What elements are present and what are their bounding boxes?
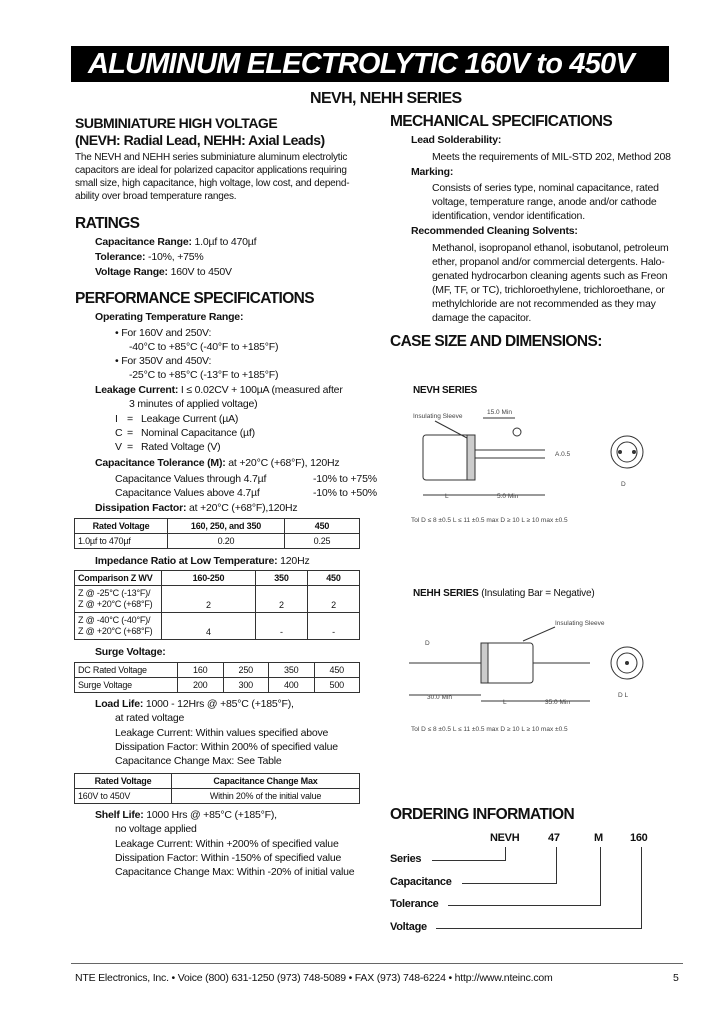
table-row: DC Rated Voltage 160 250 350 450 (75, 663, 360, 678)
solderability-label: Lead Solderability: (411, 134, 502, 146)
marking-label: Marking: (411, 166, 454, 178)
table-row: Rated Voltage 160, 250, and 350 450 (75, 519, 360, 534)
op-temp-line-2: -40°C to +85°C (-40°F to +185°F) (129, 341, 279, 353)
nevh-length-label: L (445, 493, 449, 500)
table-row: 160V to 450V Within 20% of the initial value (75, 789, 360, 804)
marking-line-3: identification, vendor identification. (432, 210, 585, 222)
performance-heading: PERFORMANCE SPECIFICATIONS (75, 290, 315, 307)
nehh-diameter-left-label: D (425, 640, 430, 647)
shelf-life-line-2: Dissipation Factor: Within -150% of specified value (115, 852, 342, 864)
rating-capacitance: Capacitance Range: 1.0µf to 470µf (95, 236, 257, 248)
impedance-table (74, 570, 360, 640)
cleaning-line-3: genated hydrocarbon cleaning agents such as Freon (432, 270, 668, 282)
shelf-life-cont: no voltage applied (115, 823, 197, 835)
subminiature-line-1: The NEVH and NEHH series subminiature aluminum electrolytic (75, 152, 348, 163)
capacitance-change-table (74, 773, 360, 804)
order-code-tolerance: M (594, 832, 603, 844)
order-code-series: NEVH (490, 832, 520, 844)
cap-tolerance: Capacitance Tolerance (M): at +20°C (+68°F), 120Hz (95, 457, 340, 469)
cleaning-line-2: ether, propanol and/or commercial detergents. Halo- (432, 256, 665, 268)
table-row: Comparison Z WV 160-250 350 450 (75, 571, 360, 586)
order-connector-voltage-v (641, 847, 642, 928)
marking-line-1: Consists of series type, nominal capacitance, rated (432, 182, 659, 194)
order-connector-tolerance-h (448, 905, 601, 906)
load-life-line-1: Leakage Current: Within values specified above (115, 727, 329, 739)
surge-table (74, 662, 360, 693)
load-life-line-2: Dissipation Factor: Within 200% of specified value (115, 741, 338, 753)
shelf-life: Shelf Life: 1000 Hrs @ +85°C (+185°F), (95, 809, 277, 821)
leakage-current: Leakage Current: I ≤ 0.02CV + 100µA (measured after (95, 384, 343, 396)
nehh-series-label: NEHH SERIES (Insulating Bar = Negative) (413, 588, 595, 599)
nevh-tolerance-note: Tol D ≤ 8 ±0.5 L ≤ 11 ±0.5 max D ≥ 10 L ≥ 10 max ±0.5 (411, 517, 568, 524)
table-row: 1.0µf to 470µf 0.20 0.25 (75, 534, 360, 549)
ordering-heading: ORDERING INFORMATION (390, 806, 575, 823)
surge-voltage-label: Surge Voltage: (95, 646, 166, 658)
op-temp-line-1: • For 160V and 250V: (115, 327, 212, 339)
table-row: Z @ -25°C (-13°F)/ Z @ +20°C (+68°F) 2 2 2 (75, 586, 360, 613)
nehh-dimension-drawing (405, 605, 665, 737)
nehh-left-lead-label: 30.0 Min (427, 694, 452, 701)
mechanical-heading: MECHANICAL SPECIFICATIONS (390, 113, 613, 130)
shelf-life-line-3: Capacitance Change Max: Within -20% of initial value (115, 866, 355, 878)
impedance-ratio: Impedance Ratio at Low Temperature: 120Hz (95, 555, 310, 567)
cap-tol-row-1: Capacitance Values through 4.7µf -10% to +75% (115, 473, 377, 485)
cleaning-line-4: (MF, TF, or TC), trichloroethylene, trichloroethane, or (432, 284, 665, 296)
solderability-text: Meets the requirements of MIL-STD 202, Method 208 (432, 151, 671, 163)
nevh-insulating-sleeve-label: Insulating Sleeve (413, 413, 463, 420)
op-temp-line-4: -25°C to +85°C (-13°F to +185°F) (129, 369, 279, 381)
nevh-diameter-label: D (621, 481, 626, 488)
nehh-tolerance-note: Tol D ≤ 8 ±0.5 L ≤ 11 ±0.5 max D ≥ 10 L ≥ 10 max ±0.5 (411, 726, 568, 733)
nehh-length-label: L (503, 699, 507, 706)
table-row: Surge Voltage 200 300 400 500 (75, 678, 360, 693)
table-row: Rated Voltage Capacitance Change Max (75, 774, 360, 789)
op-temp-line-3: • For 350V and 450V: (115, 355, 212, 367)
load-life-cont: at rated voltage (115, 712, 185, 724)
nevh-lead-length-label: 15.0 Min (487, 409, 512, 416)
order-label-capacitance: Capacitance (390, 876, 452, 888)
series-title: NEVH, NEHH SERIES (310, 90, 462, 107)
load-life: Load Life: 1000 - 12Hrs @ +85°C (+185°F), (95, 698, 294, 710)
order-label-series: Series (390, 853, 422, 865)
subminiature-line-4: ability over broad temperature ranges. (75, 191, 237, 202)
order-connector-voltage-h (436, 928, 642, 929)
dissipation-table (74, 518, 360, 549)
subminiature-subheading: (NEVH: Radial Lead, NEHH: Axial Leads) (75, 132, 325, 148)
leakage-def-c: C = Nominal Capacitance (µf) (115, 427, 255, 439)
order-connector-capacitance-h (462, 883, 557, 884)
order-label-voltage: Voltage (390, 921, 427, 933)
marking-line-2: voltage, temperature range, anode and/or cathode (432, 196, 657, 208)
order-connector-series-v (505, 847, 506, 860)
rating-tolerance: Tolerance: -10%, +75% (95, 251, 204, 263)
op-temp-label: Operating Temperature Range: (95, 311, 244, 323)
footer-contact: NTE Electronics, Inc. • Voice (800) 631-1250 (973) 748-5089 • FAX (973) 748-6224 • http://www.nteinc.com (75, 972, 553, 984)
nevh-min-label: 5.0 Min (497, 493, 519, 500)
nevh-dimension-drawing (405, 400, 665, 530)
order-code-voltage: 160 (630, 832, 648, 844)
leakage-cont: 3 minutes of applied voltage) (129, 398, 258, 410)
footer-rule (71, 963, 683, 964)
subminiature-line-2: capacitors are ideal for polarized capacitor applications requiring (75, 165, 347, 176)
order-code-capacitance: 47 (548, 832, 560, 844)
load-life-line-3: Capacitance Change Max: See Table (115, 755, 282, 767)
order-connector-tolerance-v (600, 847, 601, 905)
cap-tol-row-2: Capacitance Values above 4.7µf -10% to +50% (115, 487, 377, 499)
dissipation-factor: Dissipation Factor: at +20°C (+68°F),120Hz (95, 502, 298, 514)
page-number: 5 (673, 972, 679, 984)
order-label-tolerance: Tolerance (390, 898, 439, 910)
cleaning-line-1: Methanol, isopropanol ethanol, isobutanol, petroleum (432, 242, 669, 254)
order-connector-capacitance-v (556, 847, 557, 883)
ratings-heading: RATINGS (75, 215, 140, 232)
nevh-series-label: NEVH SERIES (413, 385, 477, 396)
subminiature-heading: SUBMINIATURE HIGH VOLTAGE (75, 115, 278, 131)
case-heading: CASE SIZE AND DIMENSIONS: (390, 333, 602, 350)
nehh-insulating-sleeve-label: Insulating Sleeve (555, 620, 605, 627)
nehh-right-lead-label: 35.0 Min (545, 699, 570, 706)
cleaning-line-5: methylchloride are not recommended as they may (432, 298, 656, 310)
shelf-life-line-1: Leakage Current: Within +200% of specified value (115, 838, 339, 850)
cleaning-label: Recommended Cleaning Solvents: (411, 225, 578, 237)
rating-voltage: Voltage Range: 160V to 450V (95, 266, 232, 278)
leakage-def-i: I = Leakage Current (µA) (115, 413, 239, 425)
order-connector-series-h (432, 860, 506, 861)
leakage-def-v: V = Rated Voltage (V) (115, 441, 221, 453)
nevh-lead-dia-label: A.0.5 (555, 451, 571, 458)
cleaning-line-6: damage the capacitor. (432, 312, 532, 324)
page-title: ALUMINUM ELECTROLYTIC 160V to 450V (88, 48, 634, 80)
subminiature-line-3: small size, high capacitance, high voltage, low cost, and depend- (75, 178, 350, 189)
nehh-diameter-label: D L (618, 692, 629, 699)
table-row: Z @ -40°C (-40°F)/ Z @ +20°C (+68°F) 4 - - (75, 613, 360, 640)
